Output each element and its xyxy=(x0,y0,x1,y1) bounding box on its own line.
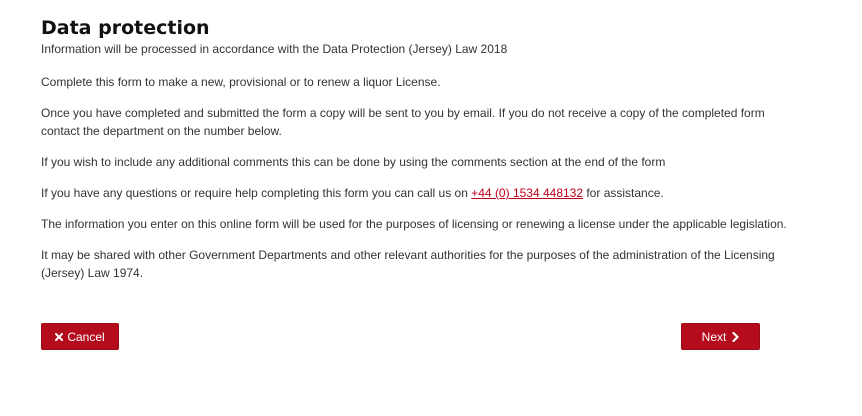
help-text-after: for assistance. xyxy=(583,186,664,200)
chevron-right-icon xyxy=(732,332,739,342)
paragraph-comments: If you wish to include any additional comments this can be done by using the comments section at the end of the form xyxy=(41,155,666,169)
paragraph-usage: The information you enter on this online form will be used for the purposes of licensing or renewing a license under the applicable legislation. xyxy=(41,217,787,231)
paragraph-purpose: Complete this form to make a new, provisional or to renew a liquor License. xyxy=(41,75,441,89)
intro-text: Information will be processed in accordance with the Data Protection (Jersey) Law 2018 xyxy=(41,42,508,56)
cancel-button-label: Cancel xyxy=(67,329,105,344)
close-icon xyxy=(55,333,63,341)
cancel-button[interactable] xyxy=(41,323,119,350)
next-button[interactable] xyxy=(681,323,760,350)
help-text-before: If you have any questions or require help completing this form you can call us on xyxy=(41,186,472,200)
main-content xyxy=(41,16,801,282)
page-title: Data protection xyxy=(41,17,210,39)
paragraph-copy-email: Once you have completed and submitted the form a copy will be sent to you by email. If you do not receive a copy of the completed form contact the department on the number below. xyxy=(41,106,765,138)
phone-link[interactable]: +44 (0) 1534 448132 xyxy=(471,186,584,200)
paragraph-sharing: It may be shared with other Government Departments and other relevant authorities for the purposes of the administration of the Licensing (Jersey) Law 1974. xyxy=(41,248,775,280)
paragraph-help xyxy=(41,184,801,202)
next-button-label: Next xyxy=(701,329,727,344)
